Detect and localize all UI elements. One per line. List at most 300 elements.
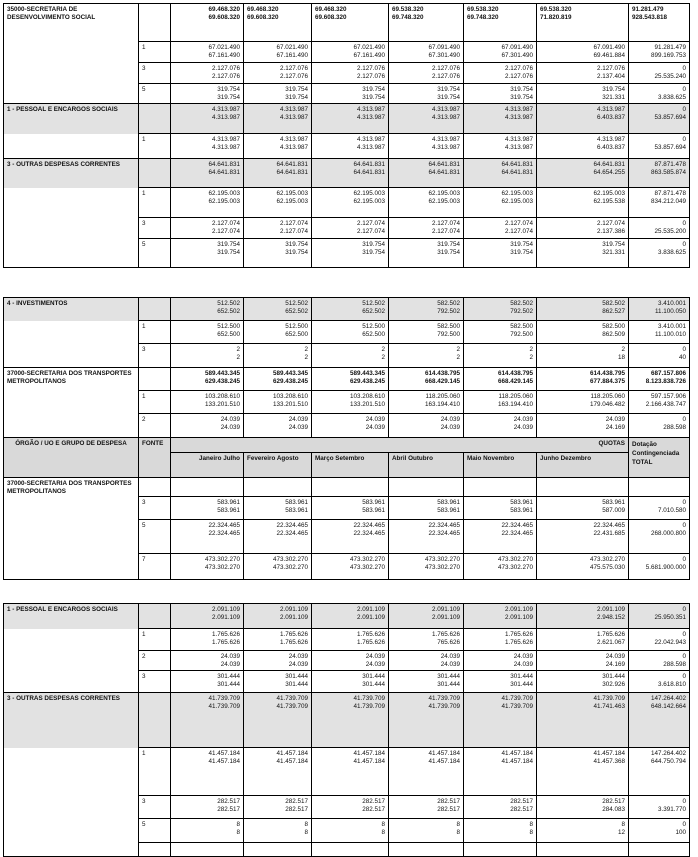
value-cell	[464, 344, 537, 368]
value-line-2: 319.754	[437, 249, 460, 256]
fonte-code	[139, 478, 171, 497]
fonte-row	[4, 218, 690, 239]
value-cell	[629, 42, 690, 63]
value-line-2: 69.608.320	[247, 14, 279, 21]
row-label: 35000-SECRETARIA DE DESENVOLVIMENTO SOCIAL	[4, 4, 139, 42]
value-line-2: 863.585.874	[650, 169, 686, 176]
value-cell	[629, 553, 690, 579]
value-line-2: 163.194.410	[497, 401, 533, 408]
value-line-1: 24.039	[220, 416, 240, 423]
value-line-2: 22.324.465	[428, 529, 460, 537]
fonte-code: 3	[139, 796, 171, 819]
value-cell	[537, 651, 629, 671]
value-line-2: 8	[456, 829, 460, 836]
value-line-1: 1.765.626	[504, 631, 533, 638]
value-line-2: 282.517	[285, 806, 308, 813]
value-cell	[464, 84, 537, 104]
value-line-2: 4.313.987	[504, 114, 533, 121]
value-line-2: 8	[236, 829, 240, 836]
value-cell	[537, 496, 629, 519]
value-line-1: 8	[304, 821, 308, 828]
value-cell	[171, 159, 244, 188]
value-line-2: 64.641.831	[208, 169, 240, 176]
value-line-1: 319.754	[285, 241, 308, 248]
value-line-1: 22.324.465	[353, 521, 385, 529]
value-line-2: 69.748.320	[467, 14, 499, 21]
expense-group-row	[4, 604, 690, 629]
value-line-1: 2.091.109	[211, 606, 240, 613]
value-line-1: 512.500	[362, 323, 385, 330]
value-cell	[629, 693, 690, 748]
value-line-2: 11.100.010	[654, 331, 686, 338]
value-cell	[629, 604, 690, 629]
value-cell	[171, 629, 244, 651]
fonte-row	[4, 796, 690, 819]
value-cell	[171, 519, 244, 553]
value-line-1: 2	[529, 346, 533, 353]
value-cell	[312, 321, 389, 344]
value-line-1: 319.754	[217, 241, 240, 248]
value-line-1: 22.324.465	[501, 521, 533, 529]
value-cell	[389, 344, 464, 368]
value-line-1: 582.502	[510, 300, 533, 307]
value-line-1: 512.502	[285, 300, 308, 307]
fonte-code	[139, 298, 171, 321]
header-orgao: ÓRGÃO / UO E GRUPO DE DESPESA	[4, 438, 139, 478]
fonte-code: 2	[139, 414, 171, 438]
value-line-2: 301.444	[285, 681, 308, 688]
value-line-2: 629.438.245	[349, 378, 385, 385]
value-cell	[171, 496, 244, 519]
value-cell	[537, 218, 629, 239]
value-line-2: 792.502	[510, 308, 533, 315]
fonte-code: 3	[139, 218, 171, 239]
fonte-code	[139, 4, 171, 42]
value-cell	[629, 159, 690, 188]
value-cell	[537, 298, 629, 321]
value-line-1: 301.444	[437, 673, 460, 680]
value-cell	[244, 629, 312, 651]
value-line-2: 301.444	[437, 681, 460, 688]
budget-table-secretaria-desenvolvimento-social	[3, 3, 690, 268]
row-label	[4, 671, 139, 693]
fonte-code: 7	[139, 553, 171, 579]
value-line-2: 53.857.694	[654, 114, 686, 121]
value-cell	[537, 478, 629, 497]
value-line-2: 2.137.404	[596, 73, 625, 80]
fonte-row	[4, 188, 690, 218]
value-line-1: 597.157.906	[650, 393, 686, 400]
value-line-1: 282.517	[362, 798, 385, 805]
value-cell	[312, 553, 389, 579]
value-line-1: 24.039	[365, 416, 385, 423]
value-line-1: 69.538.320	[467, 6, 499, 13]
value-line-1: 3.410.001	[657, 300, 686, 307]
row-label	[4, 414, 139, 438]
value-cell	[244, 553, 312, 579]
value-line-2: 71.820.819	[540, 14, 572, 21]
value-line-2: 64.641.831	[428, 169, 460, 176]
value-line-2: 473.302.270	[424, 563, 460, 571]
value-line-2: 648.142.664	[650, 703, 686, 710]
header-month-janeiro-julho: Janeiro Julho	[171, 453, 244, 478]
value-cell	[464, 819, 537, 843]
value-cell	[312, 604, 389, 629]
value-cell	[244, 298, 312, 321]
value-cell	[464, 42, 537, 63]
row-label	[4, 496, 139, 519]
fonte-code	[139, 159, 171, 188]
value-cell	[537, 239, 629, 268]
value-line-2: 321.331	[602, 249, 625, 256]
fonte-row	[4, 414, 690, 438]
value-line-1: 4.313.987	[504, 136, 533, 143]
value-line-1: 41.457.184	[428, 750, 460, 757]
value-line-1: 2.091.109	[596, 606, 625, 613]
value-cell	[171, 671, 244, 693]
value-line-2: 22.324.465	[276, 529, 308, 537]
value-line-1: 103.208.610	[349, 393, 385, 400]
value-cell	[244, 391, 312, 414]
value-cell	[244, 218, 312, 239]
value-line-2: 834.212.049	[650, 198, 686, 205]
value-cell	[389, 239, 464, 268]
value-cell	[629, 796, 690, 819]
expense-group-row	[4, 693, 690, 748]
value-line-2: 2	[529, 354, 533, 361]
value-line-2: 4.313.987	[211, 114, 240, 121]
value-line-1: 319.754	[602, 241, 625, 248]
fonte-row	[4, 519, 690, 553]
value-line-2: 583.961	[285, 506, 308, 514]
value-cell	[171, 188, 244, 218]
value-line-2: 62.195.003	[276, 198, 308, 205]
value-line-2: 24.039	[288, 661, 308, 668]
value-line-1: 69.468.320	[208, 6, 240, 13]
value-line-2: 319.754	[217, 94, 240, 101]
value-line-1: 0	[682, 65, 686, 72]
value-cell	[389, 604, 464, 629]
value-line-1: 91.281.479	[654, 44, 686, 51]
value-line-2: 4.313.987	[431, 144, 460, 151]
fonte-code	[139, 368, 171, 391]
value-line-2: 5.681.900.000	[645, 563, 686, 571]
value-cell	[244, 239, 312, 268]
value-line-2: 25.535.240	[654, 73, 686, 80]
value-line-1: 91.281.479	[632, 6, 664, 13]
value-line-2: 2	[456, 354, 460, 361]
value-line-2: 288.598	[663, 661, 686, 668]
value-line-1: 582.502	[437, 300, 460, 307]
value-cell	[464, 671, 537, 693]
value-line-1: 41.457.184	[501, 750, 533, 757]
value-line-1: 4.313.987	[211, 136, 240, 143]
value-line-2: 8	[381, 829, 385, 836]
row-label	[4, 391, 139, 414]
expense-group-row	[4, 159, 690, 188]
value-line-1: 473.302.270	[589, 555, 625, 563]
value-cell	[464, 651, 537, 671]
value-cell	[389, 496, 464, 519]
value-line-2: 4.313.987	[504, 144, 533, 151]
value-cell	[537, 391, 629, 414]
value-line-2: 133.201.510	[204, 401, 240, 408]
value-line-2: 629.438.245	[272, 378, 308, 385]
value-cell	[629, 63, 690, 84]
value-line-1: 0	[682, 220, 686, 227]
value-line-2: 862.527	[602, 308, 625, 315]
value-line-1: 41.457.184	[353, 750, 385, 757]
fonte-row	[4, 134, 690, 159]
value-cell	[537, 159, 629, 188]
value-line-2: 473.302.270	[497, 563, 533, 571]
value-cell	[312, 104, 389, 134]
value-line-2: 41.739.709	[276, 703, 308, 710]
value-line-1: 301.444	[602, 673, 625, 680]
value-line-1: 0	[682, 555, 686, 563]
value-cell	[537, 104, 629, 134]
header-total: Dotação Contingenciada TOTAL	[629, 438, 690, 478]
value-line-2: 6.403.837	[596, 114, 625, 121]
value-line-1: 118.205.060	[590, 393, 625, 400]
value-cell	[244, 4, 312, 42]
row-label	[4, 553, 139, 579]
value-line-1: 473.302.270	[204, 555, 240, 563]
value-line-1: 589.443.345	[204, 370, 240, 377]
value-line-1: 118.205.060	[425, 393, 460, 400]
value-line-2: 652.500	[362, 331, 385, 338]
value-line-2: 319.754	[285, 94, 308, 101]
value-cell	[464, 239, 537, 268]
value-cell	[629, 368, 690, 391]
value-cell	[312, 391, 389, 414]
value-line-1: 0	[682, 346, 686, 353]
value-line-2: 62.195.003	[501, 198, 533, 205]
fonte-code	[139, 104, 171, 134]
value-line-1: 2.127.074	[279, 220, 308, 227]
value-line-2: 2	[381, 354, 385, 361]
value-cell	[389, 42, 464, 63]
value-line-1: 118.205.060	[498, 393, 533, 400]
value-cell	[629, 519, 690, 553]
value-cell	[464, 391, 537, 414]
value-line-1: 69.468.320	[247, 6, 279, 13]
value-line-1: 24.039	[220, 653, 240, 660]
value-line-2: 629.438.245	[204, 378, 240, 385]
value-cell	[389, 159, 464, 188]
value-line-2: 319.754	[217, 249, 240, 256]
value-line-1: 2.127.074	[504, 220, 533, 227]
value-cell	[464, 104, 537, 134]
fonte-row	[4, 629, 690, 651]
fonte-row	[4, 843, 690, 857]
value-line-1: 0	[682, 606, 686, 613]
value-cell	[389, 104, 464, 134]
budget-table-investimentos-transportes	[3, 297, 690, 438]
value-line-2: 473.302.270	[272, 563, 308, 571]
value-line-1: 319.754	[510, 241, 533, 248]
value-line-2: 652.500	[285, 331, 308, 338]
value-line-2: 41.457.184	[353, 758, 385, 765]
value-line-2: 319.754	[362, 94, 385, 101]
value-line-1: 583.961	[217, 498, 240, 506]
value-cell	[389, 321, 464, 344]
value-cell	[389, 188, 464, 218]
value-line-1: 1.765.626	[279, 631, 308, 638]
row-label: 3 - OUTRAS DESPESAS CORRENTES	[4, 159, 139, 188]
fonte-row	[4, 84, 690, 104]
value-line-2: 668.429.145	[497, 378, 533, 385]
value-line-2: 2.091.109	[431, 614, 460, 621]
value-cell	[464, 298, 537, 321]
value-line-2: 2.127.074	[431, 228, 460, 235]
fonte-code: 3	[139, 344, 171, 368]
value-cell	[244, 104, 312, 134]
value-line-2: 284.083	[602, 806, 625, 813]
value-cell	[537, 519, 629, 553]
row-label	[4, 519, 139, 553]
value-cell	[244, 693, 312, 748]
value-cell	[629, 414, 690, 438]
fonte-code: 1	[139, 391, 171, 414]
value-cell	[537, 63, 629, 84]
value-line-2: 4.313.987	[279, 144, 308, 151]
value-line-1: 87.871.478	[654, 161, 686, 168]
value-line-1: 301.444	[510, 673, 533, 680]
value-cell	[389, 368, 464, 391]
value-line-1: 2	[381, 346, 385, 353]
value-line-2: 2.166.438.747	[645, 401, 686, 408]
value-line-1: 582.500	[437, 323, 460, 330]
value-cell	[312, 63, 389, 84]
header-month-fevereiro-agosto: Fevereiro Agosto	[244, 453, 312, 478]
value-line-2: 41.457.184	[428, 758, 460, 765]
value-cell	[171, 604, 244, 629]
value-cell	[464, 843, 537, 857]
value-cell	[244, 42, 312, 63]
value-cell	[537, 4, 629, 42]
value-cell	[244, 604, 312, 629]
value-cell	[537, 843, 629, 857]
value-line-1: 22.324.465	[593, 521, 625, 529]
value-cell	[312, 796, 389, 819]
value-line-1: 4.313.987	[431, 106, 460, 113]
row-label	[4, 42, 139, 63]
value-line-2: 1.765.626	[211, 639, 240, 646]
value-line-2: 24.039	[365, 661, 385, 668]
value-cell	[312, 843, 389, 857]
value-line-2: 41.739.709	[501, 703, 533, 710]
value-line-2: 69.461.884	[593, 52, 625, 59]
value-line-1: 8	[529, 821, 533, 828]
value-cell	[171, 104, 244, 134]
fonte-row	[4, 496, 690, 519]
value-cell	[464, 134, 537, 159]
value-line-2: 319.754	[510, 249, 533, 256]
value-cell	[537, 42, 629, 63]
value-line-2: 2.127.074	[279, 228, 308, 235]
value-line-2: 64.641.831	[276, 169, 308, 176]
value-cell	[389, 134, 464, 159]
value-cell	[537, 344, 629, 368]
value-cell	[464, 4, 537, 42]
value-line-1: 582.500	[510, 323, 533, 330]
value-line-1: 4.313.987	[279, 136, 308, 143]
value-cell	[312, 134, 389, 159]
value-line-1: 0	[682, 136, 686, 143]
value-cell	[464, 629, 537, 651]
value-line-1: 301.444	[217, 673, 240, 680]
value-line-1: 0	[682, 821, 686, 828]
value-cell	[464, 478, 537, 497]
value-line-2: 2.127.074	[504, 228, 533, 235]
value-line-2: 4.313.987	[279, 114, 308, 121]
value-line-1: 8	[621, 821, 625, 828]
value-line-1: 512.502	[362, 300, 385, 307]
value-cell	[537, 796, 629, 819]
value-cell	[244, 84, 312, 104]
value-line-1: 2.127.074	[596, 220, 625, 227]
value-line-1: 103.208.610	[204, 393, 240, 400]
value-line-1: 64.641.831	[428, 161, 460, 168]
value-cell	[464, 519, 537, 553]
value-cell	[629, 391, 690, 414]
value-line-1: 1.765.626	[431, 631, 460, 638]
row-label: 3 - OUTRAS DESPESAS CORRENTES	[4, 693, 139, 748]
value-line-1: 64.641.831	[593, 161, 625, 168]
value-line-1: 69.538.320	[392, 6, 424, 13]
value-cell	[537, 188, 629, 218]
value-cell	[464, 748, 537, 796]
value-cell	[464, 63, 537, 84]
value-line-2: 3.838.625	[657, 249, 686, 256]
value-line-1: 0	[682, 521, 686, 529]
value-cell	[389, 414, 464, 438]
header-quotas: QUOTAS	[171, 438, 629, 453]
value-line-1: 0	[682, 498, 686, 506]
value-line-2: 2.091.109	[504, 614, 533, 621]
fonte-row	[4, 63, 690, 84]
row-label	[4, 321, 139, 344]
fonte-row	[4, 321, 690, 344]
value-line-2: 163.194.410	[424, 401, 460, 408]
value-line-2: 268.000.800	[650, 529, 686, 537]
fonte-code	[139, 843, 171, 857]
value-line-2: 587.009	[602, 506, 625, 514]
value-line-1: 583.961	[362, 498, 385, 506]
value-line-1: 0	[682, 86, 686, 93]
value-line-2: 67.161.490	[353, 52, 385, 59]
value-cell	[537, 693, 629, 748]
value-line-1: 282.517	[217, 798, 240, 805]
value-line-1: 24.039	[288, 653, 308, 660]
value-cell	[312, 368, 389, 391]
value-line-2: 321.331	[602, 94, 625, 101]
value-line-1: 24.039	[605, 653, 625, 660]
value-cell	[464, 368, 537, 391]
value-line-1: 4.313.987	[279, 106, 308, 113]
value-line-2: 25.535.200	[654, 228, 686, 235]
value-cell	[312, 671, 389, 693]
value-cell	[171, 391, 244, 414]
fonte-row	[4, 391, 690, 414]
value-line-1: 2.127.076	[279, 65, 308, 72]
value-line-2: 69.608.320	[208, 14, 240, 21]
value-cell	[171, 553, 244, 579]
value-cell	[537, 368, 629, 391]
value-line-1: 2	[304, 346, 308, 353]
value-line-2: 24.039	[513, 424, 533, 431]
